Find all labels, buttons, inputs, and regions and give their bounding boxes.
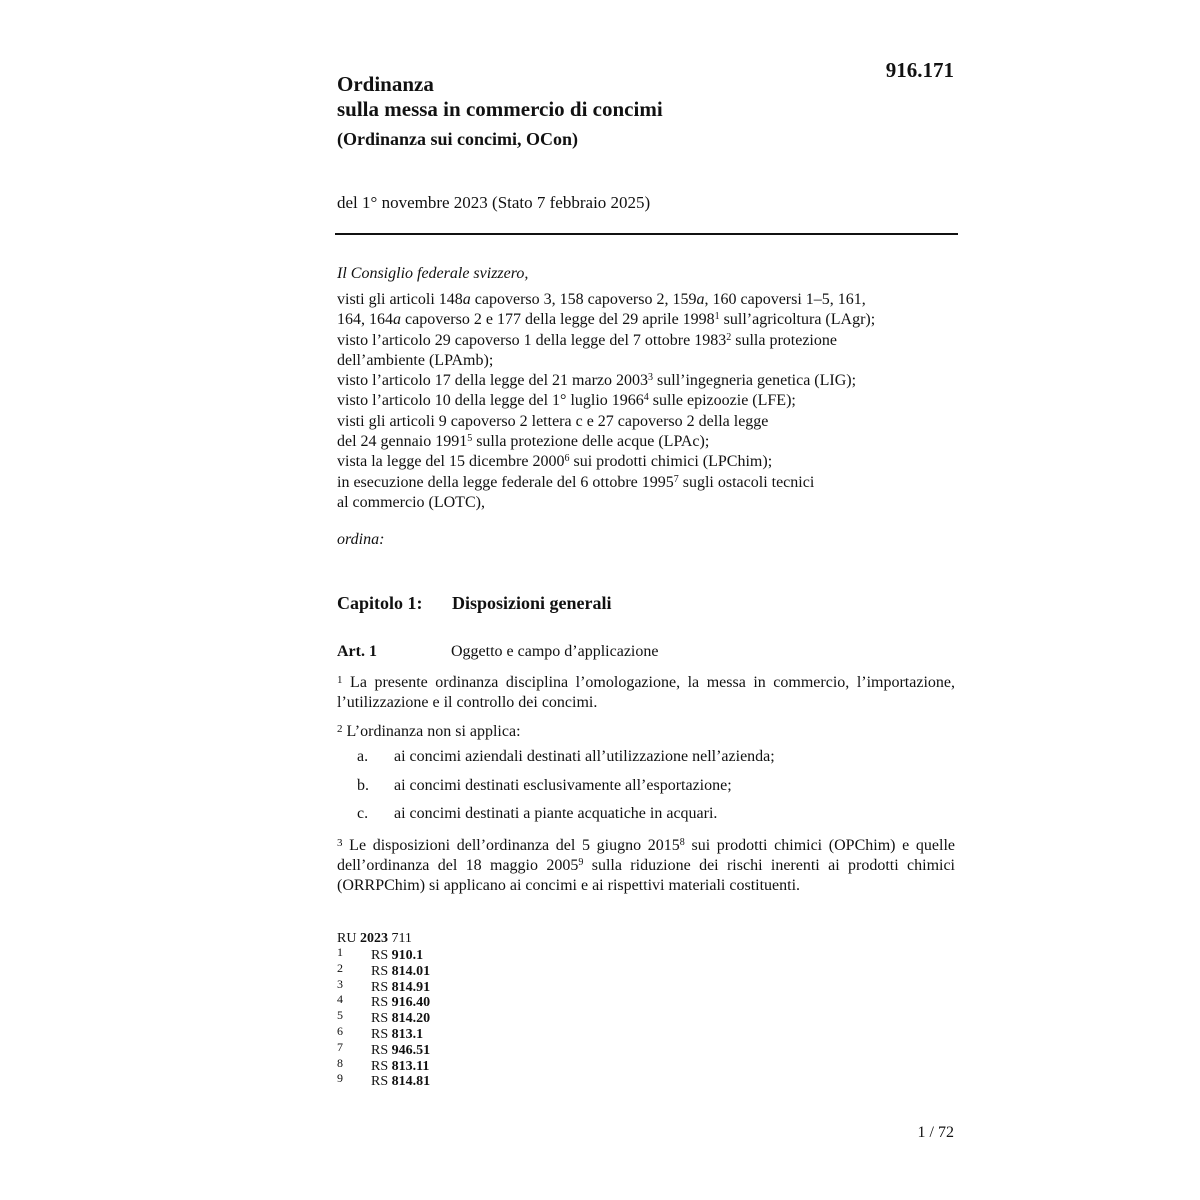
basis-line: al commercio (LOTC), — [337, 493, 485, 511]
basis-line: visto l’articolo 17 della legge del 21 marzo 2003$^3$ sull’ingegneria genetica (LIG); — [337, 372, 857, 390]
footnote-ref[interactable]: 2 — [726, 331, 732, 343]
article-paragraph-2 — [337, 719, 955, 742]
ru-page: 711 — [391, 931, 412, 946]
basis-line: in esecuzione della legge federale del 6 ottobre 1995$^7$ sugli ostacoli tecnici — [337, 473, 815, 491]
rs-prefix: RS — [371, 979, 389, 995]
list-item-letter: a. — [357, 748, 369, 765]
rs-prefix: RS — [371, 963, 389, 979]
ru-year: 2023 — [359, 931, 388, 946]
footnote-number: 8 — [337, 1055, 343, 1070]
footnote-number: 1 — [337, 945, 343, 959]
footnote-number: 2 — [337, 960, 343, 975]
rs-prefix: RS — [371, 995, 389, 1011]
document-title — [337, 72, 663, 122]
list-item-text: ai concimi destinati a piante acquatiche in acquari. — [394, 805, 718, 822]
footnote-rs-ref[interactable]: 813.1 — [391, 1026, 424, 1042]
basis-line: 164, 164a capoverso 2 e 177 della legge del 29 aprile 1998$^1$ sull’agricoltura (LAgr); — [337, 311, 876, 329]
enacting-word: ordina: — [337, 531, 385, 548]
short-title: (Ordinanza sui concimi, OCon) — [337, 129, 579, 149]
list-item — [357, 777, 732, 795]
paragraph-text: L’ordinanza non si applica: — [346, 723, 521, 740]
title-divider — [335, 233, 958, 235]
article-heading — [337, 643, 957, 661]
sr-number: 916.171 — [885, 58, 954, 82]
footnote-rs-ref[interactable]: 814.81 — [391, 1074, 431, 1090]
article-paragraph-3: $^3$ Le disposizioni dell’ordinanza del 5 giugno 2015$^8$ sui prodotti chimici (OPChim) e quelle dell’ordinanza del 18 maggio 2005$^9$ sulla riduzione dei rischi inerenti ai prodotti chimici (ORRPChim) si applicano ai concimi e ai rispettivi materiali costituenti. — [337, 837, 956, 894]
list-item — [357, 748, 775, 766]
paragraph-text: La presente ordinanza disciplina l’omologazione, la messa in commercio, l’importazione, l’utilizzazione e il controllo dei concimi. — [337, 674, 956, 711]
footnote-ref[interactable]: 3 — [648, 372, 654, 384]
list-item — [357, 805, 718, 823]
footnote-ref[interactable]: 4 — [643, 392, 649, 404]
article-title: Oggetto e campo d’applicazione — [451, 643, 659, 660]
basis-line: del 24 gennaio 1991$^5$ sulla protezione delle acque (LPAc); — [337, 433, 710, 451]
chapter-title: Disposizioni generali — [452, 593, 612, 613]
basis-line: visto l’articolo 29 capoverso 1 della legge del 7 ottobre 1983$^2$ sulla protezione — [337, 331, 837, 349]
article-paragraph-1 — [337, 670, 955, 713]
footnote-number: 4 — [337, 992, 343, 1007]
rs-prefix: RS — [371, 1058, 389, 1074]
footnote-number: 6 — [337, 1023, 343, 1038]
footnote-number: 5 — [337, 1008, 343, 1023]
footnote-rs-ref[interactable]: 813.11 — [391, 1058, 430, 1074]
footnote-ref[interactable]: 8 — [679, 837, 685, 848]
chapter-heading — [337, 593, 612, 614]
legal-basis — [337, 290, 875, 513]
rs-prefix: RS — [371, 1042, 389, 1058]
footnote-ref[interactable]: 7 — [673, 473, 679, 485]
list-item-text: ai concimi destinati esclusivamente all’esportazione; — [394, 777, 732, 794]
ru-reference — [337, 931, 412, 947]
footnote-rs-ref[interactable]: 910.1 — [391, 948, 424, 963]
basis-line: visto l’articolo 10 della legge del 1° luglio 1966$^4$ sulle epizoozie (LFE); — [337, 392, 796, 410]
footnote-ref[interactable]: 9 — [578, 857, 584, 868]
footnote-ref[interactable]: 5 — [467, 433, 473, 445]
list-item-letter: c. — [357, 805, 369, 822]
basis-line: dell’ambiente (LPAmb); — [337, 351, 494, 369]
rs-prefix: RS — [371, 1074, 389, 1090]
paragraph-number: 3 — [337, 837, 343, 849]
footnote-rs-ref[interactable]: 814.91 — [391, 979, 431, 995]
footnote-number: 3 — [337, 976, 343, 991]
footnote-ref[interactable]: 1 — [714, 311, 720, 323]
footnote-rs-ref[interactable]: 814.01 — [391, 963, 431, 979]
rs-prefix: RS — [371, 1011, 389, 1027]
basis-line: vista la legge del 15 dicembre 2000$^6$ sui prodotti chimici (LPChim); — [337, 453, 773, 471]
page-number: 1 / 72 — [917, 1124, 954, 1141]
title-line-2: sulla messa in commercio di concimi — [337, 97, 663, 121]
article-number: Art. 1 — [337, 643, 377, 660]
document-date: del 1° novembre 2023 (Stato 7 febbraio 2025) — [337, 193, 651, 212]
list-item-letter: b. — [357, 777, 369, 794]
paragraph-number: 1 — [337, 674, 343, 686]
footnote-rs-ref[interactable]: 814.20 — [391, 1011, 431, 1027]
footnote-rs-ref[interactable]: 916.40 — [391, 995, 431, 1011]
ru-prefix: RU — [337, 931, 357, 946]
footnote-rs-ref[interactable]: 946.51 — [391, 1042, 431, 1058]
paragraph-number: 2 — [337, 723, 343, 735]
rs-prefix: RS — [371, 1026, 389, 1042]
list-item-text: ai concimi aziendali destinati all’utilizzazione nell’azienda; — [394, 748, 775, 765]
chapter-label: Capitolo 1: — [337, 593, 423, 613]
footnote-number: 7 — [337, 1039, 343, 1054]
footnote-ref[interactable]: 6 — [564, 453, 570, 465]
footnote-number: 9 — [337, 1071, 343, 1086]
basis-line: visti gli articoli 148a capoverso 3, 158 capoverso 2, 159a, 160 capoversi 1–5, 161, — [337, 291, 866, 308]
basis-line: visti gli articoli 9 capoverso 2 lettera c e 27 capoverso 2 della legge — [337, 412, 769, 430]
title-line-1: Ordinanza — [337, 72, 434, 96]
issuing-authority: Il Consiglio federale svizzero, — [337, 265, 529, 282]
rs-prefix: RS — [371, 948, 389, 963]
